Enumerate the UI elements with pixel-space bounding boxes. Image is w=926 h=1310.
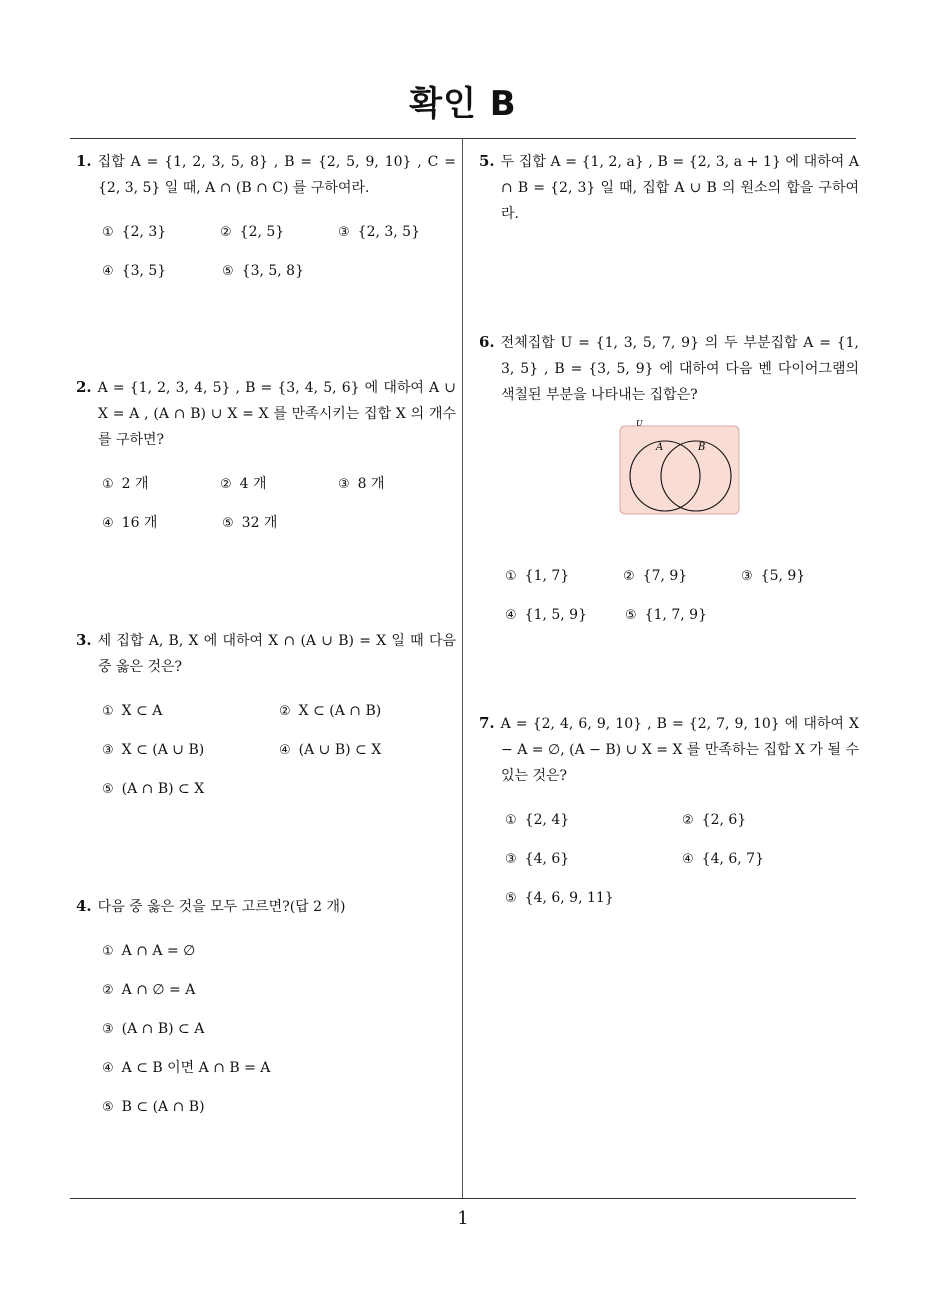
option-3[interactable]: ③ {5, 9} xyxy=(741,568,806,584)
question-text: 다음 중 옳은 것을 모두 고르면?(답 2 개) xyxy=(97,899,346,915)
question-stem xyxy=(76,374,456,453)
question-stem xyxy=(479,329,859,408)
question-text: 집합 A = {1, 2, 3, 5, 8} , B = {2, 5, 9, 10} , C = {2, 3, 5} 일 때, A ∩ (B ∩ C) 를 구하여라. xyxy=(97,154,456,196)
option-2[interactable]: ② 4 개 xyxy=(220,476,267,492)
answer-options xyxy=(76,932,456,1127)
option-3[interactable]: ③ 8 개 xyxy=(338,476,385,492)
answer-options xyxy=(479,557,859,635)
option-1[interactable]: ① {2, 3} xyxy=(102,224,167,240)
venn-label-u: U xyxy=(636,420,643,428)
question-text: 두 집합 A = {1, 2, a} , B = {2, 3, a + 1} 에 대하여 A ∩ B = {2, 3} 일 때, 집합 A ∪ B 의 원소의 합을 구하여라. xyxy=(500,154,859,222)
option-4[interactable]: ④ (A ∪ B) ⊂ X xyxy=(279,742,382,758)
column-divider xyxy=(462,138,463,1199)
venn-diagram xyxy=(619,420,741,516)
question-stem xyxy=(479,148,859,227)
answer-options xyxy=(76,465,456,543)
option-2[interactable]: ② {2, 6} xyxy=(682,812,747,828)
question-2 xyxy=(76,374,456,543)
option-3[interactable]: ③ {2, 3, 5} xyxy=(338,224,420,240)
option-1[interactable]: ① {2, 4} xyxy=(505,812,570,828)
option-4[interactable]: ④ {1, 5, 9} xyxy=(505,607,587,623)
option-3[interactable]: ③ X ⊂ (A ∪ B) xyxy=(102,742,205,758)
top-rule xyxy=(70,138,856,139)
option-1[interactable]: ① X ⊂ A xyxy=(102,703,163,719)
option-2[interactable]: ② {2, 5} xyxy=(220,224,285,240)
question-text: 전체집합 U = {1, 3, 5, 7, 9} 의 두 부분집합 A = {1, 3, 5} , B = {3, 5, 9} 에 대하여 다음 벤 다이어그램의 색칠된 부분을 나타내는 집합은? xyxy=(500,335,859,403)
option-4[interactable]: ④ A ⊂ B 이면 A ∩ B = A xyxy=(102,1060,271,1076)
answer-options xyxy=(479,801,859,918)
question-7 xyxy=(479,710,859,918)
question-number: 2. xyxy=(76,378,92,396)
answer-options xyxy=(76,213,456,291)
question-stem xyxy=(76,148,456,201)
option-4[interactable]: ④ {3, 5} xyxy=(102,263,167,279)
bottom-rule xyxy=(70,1198,856,1199)
option-4[interactable]: ④ 16 개 xyxy=(102,515,158,531)
option-2[interactable]: ② {7, 9} xyxy=(623,568,688,584)
question-stem xyxy=(76,893,456,920)
option-2[interactable]: ② X ⊂ (A ∩ B) xyxy=(279,703,382,719)
question-4 xyxy=(76,893,456,1127)
question-number: 4. xyxy=(76,897,92,915)
option-1[interactable]: ① {1, 7} xyxy=(505,568,570,584)
question-number: 7. xyxy=(479,714,495,732)
question-stem xyxy=(76,627,456,680)
question-text: 세 집합 A, B, X 에 대하여 X ∩ (A ∪ B) = X 일 때 다음 중 옳은 것은? xyxy=(97,633,456,675)
question-5 xyxy=(479,148,859,227)
option-3[interactable]: ③ (A ∩ B) ⊂ A xyxy=(102,1021,205,1037)
page-title: 확인 B xyxy=(409,84,517,124)
option-4[interactable]: ④ {4, 6, 7} xyxy=(682,851,764,867)
option-5[interactable]: ⑤ B ⊂ (A ∩ B) xyxy=(102,1099,205,1115)
option-3[interactable]: ③ {4, 6} xyxy=(505,851,570,867)
venn-label-b: B xyxy=(698,442,706,453)
option-2[interactable]: ② A ∩ ∅ = A xyxy=(102,982,196,998)
option-5[interactable]: ⑤ (A ∩ B) ⊂ X xyxy=(102,781,205,797)
option-1[interactable]: ① A ∩ A = ∅ xyxy=(102,943,196,959)
page-number: 1 xyxy=(457,1208,469,1229)
option-5[interactable]: ⑤ 32 개 xyxy=(222,515,278,531)
option-5[interactable]: ⑤ {1, 7, 9} xyxy=(625,607,707,623)
question-1 xyxy=(76,148,456,291)
venn-label-a: A xyxy=(656,442,664,453)
question-number: 1. xyxy=(76,152,92,170)
question-text: A = {2, 4, 6, 9, 10} , B = {2, 7, 9, 10} 에 대하여 X − A = ∅, (A − B) ∪ X = X 를 만족하는 집합 X 가 될 수 있는 것은? xyxy=(500,716,859,784)
question-number: 5. xyxy=(479,152,495,170)
question-3 xyxy=(76,627,456,809)
question-text: A = {1, 2, 3, 4, 5} , B = {3, 4, 5, 6} 에 대하여 A ∪ X = A , (A ∩ B) ∪ X = X 를 만족시키는 집합 X 의 개수를 구하면? xyxy=(97,380,456,448)
answer-options xyxy=(76,692,456,809)
option-5[interactable]: ⑤ {3, 5, 8} xyxy=(222,263,304,279)
option-5[interactable]: ⑤ {4, 6, 9, 11} xyxy=(505,890,614,906)
question-number: 6. xyxy=(479,333,495,351)
question-number: 3. xyxy=(76,631,92,649)
question-stem xyxy=(479,710,859,789)
option-1[interactable]: ① 2 개 xyxy=(102,476,149,492)
